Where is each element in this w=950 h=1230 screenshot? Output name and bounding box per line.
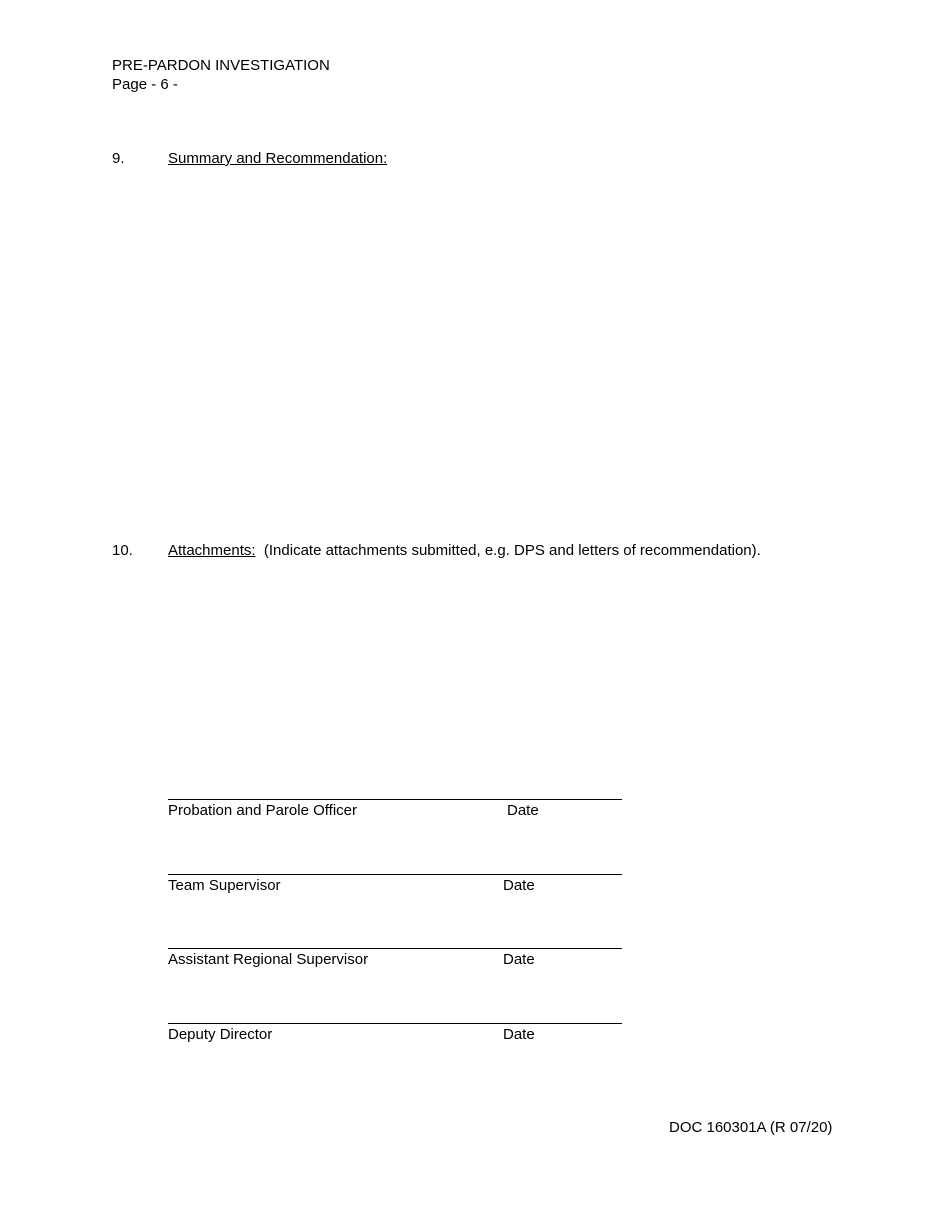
signature-label-team-supervisor: Team Supervisor [168, 877, 281, 894]
section-10-heading-text: Attachments: [168, 542, 256, 559]
signature-line-team-supervisor[interactable] [168, 874, 622, 875]
signature-label-assistant-regional-supervisor: Assistant Regional Supervisor [168, 951, 369, 968]
section-9-number: 9. [112, 150, 125, 167]
signature-date-label-assistant-regional-supervisor: Date [503, 951, 535, 968]
section-10-heading [168, 541, 761, 560]
signature-line-probation-officer[interactable] [168, 799, 622, 800]
section-9-heading-text: Summary and Recommendation: [168, 150, 388, 167]
signature-label-deputy-director: Deputy Director [168, 1026, 273, 1043]
section-10-number: 10. [112, 542, 133, 559]
signature-line-assistant-regional-supervisor[interactable] [168, 948, 622, 949]
section-10-note: (Indicate attachments submitted, e.g. DPS and letters of recommendation). [263, 542, 761, 559]
signature-label-probation-officer: Probation and Parole Officer [168, 802, 358, 819]
header-page-number: Page - 6 - [112, 76, 178, 93]
signature-date-label-team-supervisor: Date [503, 877, 535, 894]
section-9-heading [168, 149, 387, 168]
signature-date-label-deputy-director: Date [503, 1026, 535, 1043]
signature-date-label-probation-officer: Date [507, 802, 539, 819]
header-title: PRE-PARDON INVESTIGATION [112, 57, 330, 74]
signature-line-deputy-director[interactable] [168, 1023, 622, 1024]
footer-form-code: DOC 160301A (R 07/20) [669, 1119, 833, 1136]
